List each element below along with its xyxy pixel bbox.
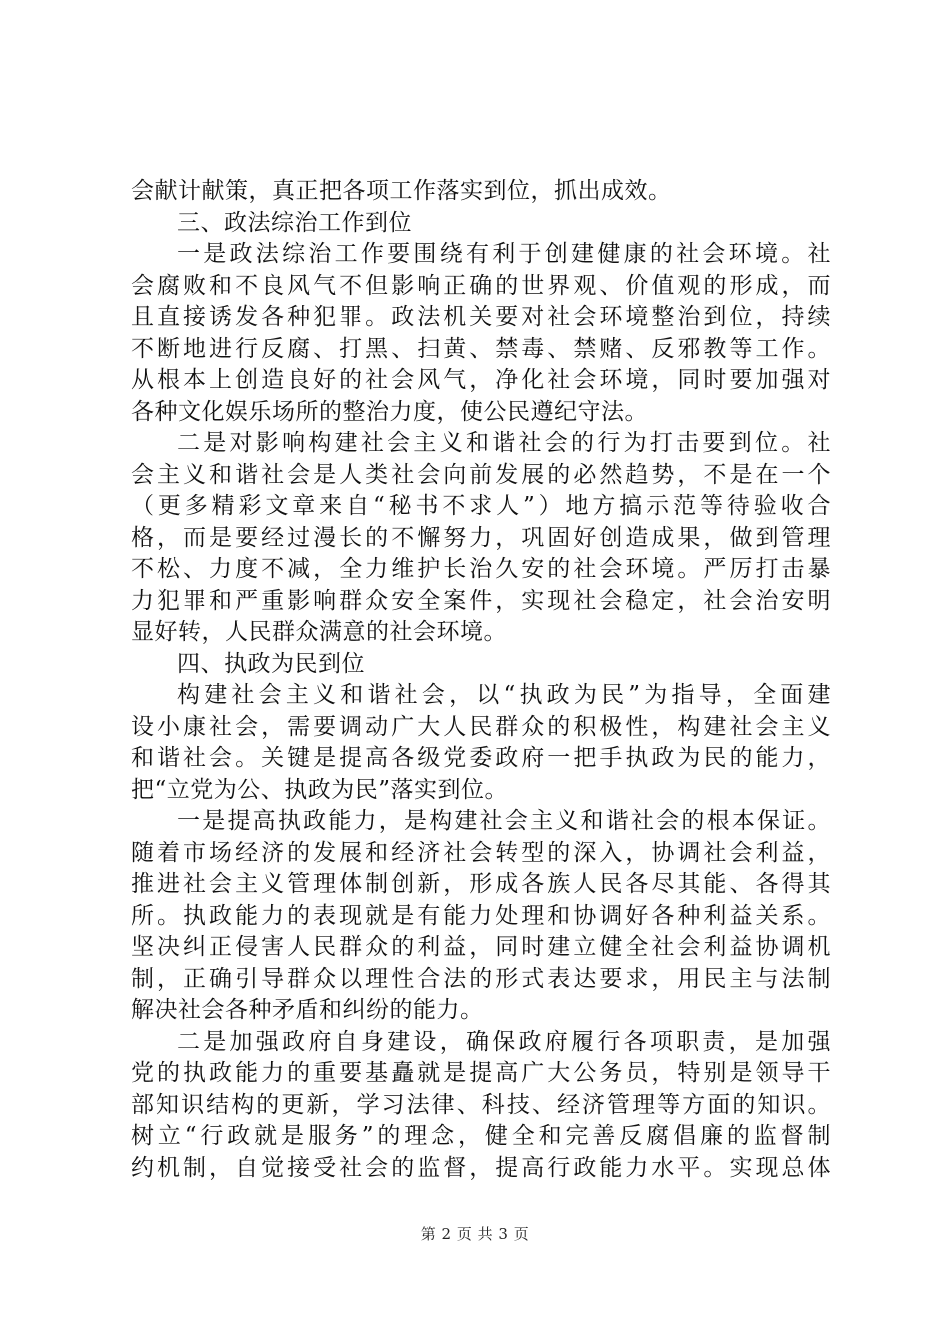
text-line: 二是加强政府自身建设，确保政府履行各项职责，是加强 xyxy=(177,1028,831,1055)
text-line: 会主义和谐社会是人类社会向前发展的必然趋势，不是在一个 xyxy=(131,461,831,488)
text-line: 和谐社会。关键是提高各级党委政府一把手执政为民的能力， xyxy=(131,745,831,771)
text-line: 党的执政能力的重要基矗就是提高广大公务员，特别是领导干 xyxy=(131,1060,831,1086)
text-line: 所。执政能力的表现就是有能力处理和协调好各种利益关系。 xyxy=(131,902,831,929)
text-line: 随着市场经济的发展和经济社会转型的深入，协调社会利益， xyxy=(131,839,831,866)
text-line: 部知识结构的更新，学习法律、科技、经济管理等方面的知识。 xyxy=(131,1091,831,1118)
text-line: 会腐败和不良风气不但影响正确的世界观、价值观的形成，而 xyxy=(131,272,831,299)
text-line: 各种文化娱乐场所的整治力度，使公民遵纪守法。 xyxy=(131,398,648,425)
text-line: 树立“行政就是服务”的理念，健全和完善反腐倡廉的监督制 xyxy=(131,1123,831,1149)
text-line: 会献计献策，真正把各项工作落实到位，抓出成效。 xyxy=(131,178,672,204)
text-line: 不松、力度不减，全力维护长治久安的社会环境。严厉打击暴 xyxy=(131,556,831,582)
text-line: 制，正确引导群众以理性合法的形式表达要求，用民主与法制 xyxy=(131,965,831,992)
document-body xyxy=(131,176,831,1184)
text-line: 约机制，自觉接受社会的监督，提高行政能力水平。实现总体 xyxy=(131,1154,831,1181)
text-line: 三、政法综治工作到位 xyxy=(177,209,412,236)
text-line: 格，而是要经过漫长的不懈努力，巩固好创造成果，做到管理 xyxy=(131,524,831,551)
text-line: 推进社会主义管理体制创新，形成各族人民各尽其能、各得其 xyxy=(131,871,831,897)
text-line: 坚决纠正侵害人民群众的利益，同时建立健全社会利益协调机 xyxy=(131,934,831,960)
page-footer xyxy=(0,1223,950,1244)
page-number-label: 第 2 页 共 3 页 xyxy=(420,1225,530,1243)
text-line: 显好转，人民群众满意的社会环境。 xyxy=(131,619,507,645)
text-line: 二是对影响构建社会主义和谐社会的行为打击要到位。社 xyxy=(177,430,831,456)
text-line: 从根本上创造良好的社会风气，净化社会环境，同时要加强对 xyxy=(131,367,831,393)
text-line: 力犯罪和严重影响群众安全案件，实现社会稳定，社会治安明 xyxy=(131,587,831,614)
text-line: 一是政法综治工作要围绕有利于创建健康的社会环境。社 xyxy=(177,241,831,267)
text-line: （更多精彩文章来自“秘书不求人”）地方搞示范等待验收合 xyxy=(131,493,831,519)
text-line: 四、执政为民到位 xyxy=(177,650,365,677)
text-line: 且直接诱发各种犯罪。政法机关要对社会环境整治到位，持续 xyxy=(131,304,831,330)
text-line: 把“立党为公、执政为民”落实到位。 xyxy=(131,776,509,803)
text-line: 构建社会主义和谐社会，以“执政为民”为指导，全面建 xyxy=(177,682,831,708)
text-line: 解决社会各种矛盾和纠纷的能力。 xyxy=(131,997,484,1023)
text-line: 设小康社会，需要调动广大人民群众的积极性，构建社会主义 xyxy=(131,713,831,740)
text-line: 一是提高执政能力，是构建社会主义和谐社会的根本保证。 xyxy=(177,808,831,834)
text-line: 不断地进行反腐、打黑、扫黄、禁毒、禁赌、反邪教等工作。 xyxy=(131,335,831,362)
